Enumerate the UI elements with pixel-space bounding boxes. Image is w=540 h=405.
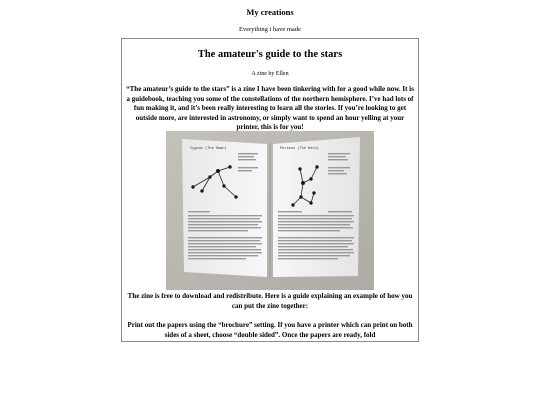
post-panel: [121, 38, 419, 342]
post-paragraph-printing: Print out the papers using the “brochure” setting. If you have a printer which can print on both sides of a sheet, choose “double sided”. Once the papers are ready, fold: [127, 321, 413, 339]
post-intro: “The amateur’s guide to the stars” is a zine I have been tinkering with for a good while now. It is a guidebook, teaching you some of the constellations of the northern hemisphere. I’ve had lots of fun making it, and it’s been really interesting to learn all the stories. If you’re looking to get outside more, are interested in astronomy, or simply want to spend an hour yelling at your printer, this is for you!: [126, 85, 414, 131]
site-subtitle: Everything i have made: [239, 26, 301, 33]
post-byline: A zine by Ellen: [251, 71, 289, 77]
left-page-heading: Cygnus (The Swan): [190, 147, 227, 151]
zine-photo: [166, 131, 374, 290]
post-paragraph-download: The zine is free to download and redistribute. Here is a guide explaining an example of how you can put the zine together:: [127, 292, 413, 310]
site-title: My creations: [246, 7, 294, 17]
right-page-heading: Perseus (The Hero): [280, 147, 319, 151]
post-title: The amateur's guide to the stars: [197, 49, 343, 60]
